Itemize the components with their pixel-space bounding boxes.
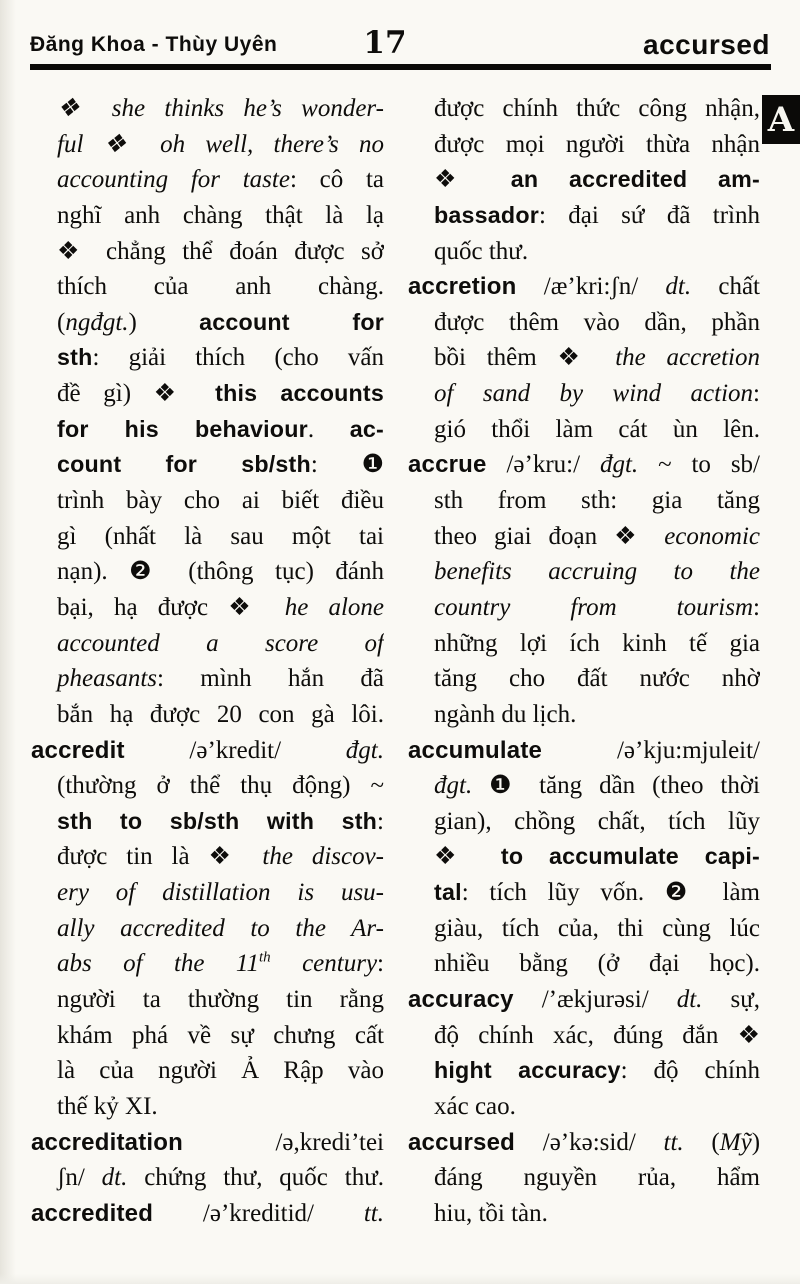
text-segment: : [753,593,760,621]
headword: accredit [31,736,125,764]
text-line [31,839,384,875]
text-line [408,804,760,840]
text-segment: : [377,950,384,978]
header-rule [30,64,771,70]
text-segment: đgt. [599,451,639,479]
text-segment: ❖ [434,843,501,871]
text-segment: ❖ [434,166,511,194]
text-segment: độ chính xác, đúng đắn ❖ [434,1021,760,1049]
text-line [408,376,760,412]
text-segment: ful ❖ oh well, there’s no [57,130,384,158]
text-segment: khám phá về sự chưng cất [57,1021,384,1049]
text-line [31,768,384,804]
text-line [408,875,760,911]
text-segment: gì (nhất là sau một tai [57,522,384,550]
text-segment: ~ to sb/ [638,451,760,479]
text-segment: xác cao. [434,1092,516,1120]
text-line [31,162,384,198]
text-line [408,1018,760,1054]
text-line [31,483,384,519]
text-line [408,982,760,1018]
text-line [31,982,384,1018]
text-segment: Mỹ [719,1128,752,1156]
text-line [408,412,760,448]
text-segment: tt. [363,1199,384,1227]
text-line [31,1089,384,1125]
text-segment: giàu, tích của, thi cùng lúc [434,914,760,942]
text-line [408,269,760,305]
text-line [408,733,760,769]
text-segment: ery of distillation is usu- [57,879,384,907]
text-segment: ( [683,1128,720,1156]
text-line [31,376,384,412]
text-line [408,1089,760,1125]
text-segment: ally accredited to the Ar- [57,914,384,942]
text-line [31,127,384,163]
text-segment: ngđgt. [65,308,129,336]
text-segment: /ə,kredi’tei [182,1128,384,1156]
text-segment: count for sb/sth [57,451,311,478]
text-segment: nạn). ❷ (thông tục) đánh [57,558,384,586]
text-segment: : [753,380,760,408]
text-segment: he alone [284,593,384,621]
text-segment: to accumulate capi- [500,843,760,870]
text-segment: /ə’kju:mjuleit/ [542,736,760,764]
text-segment: những lợi ích kinh tế gia [434,629,760,657]
text-segment: : [377,807,384,835]
column-right [408,91,760,1232]
text-segment: accounted a score of [57,629,384,657]
text-segment: chất [691,273,760,301]
text-line [31,554,384,590]
letter-tab: A [762,95,800,144]
text-segment: bắn hạ được 20 con gà lôi. [57,700,384,728]
text-line [408,839,760,875]
text-line [408,127,760,163]
text-segment: the discov- [262,843,384,871]
text-line [408,447,760,483]
text-segment: : giải thích (cho vấn [92,344,384,372]
text-segment: abs of the 11 [57,950,260,978]
text-segment: /’ækjurəsi/ [513,986,677,1014]
text-line [31,1053,384,1089]
text-segment: for his behaviour [57,415,308,442]
text-line [408,1053,760,1089]
text-segment: ʃn/ [57,1164,102,1192]
text-segment: accounting for taste [57,166,290,194]
text-segment: tal [434,879,462,906]
text-segment: ngành du lịch. [434,700,577,728]
text-segment: an accredited am- [510,166,760,193]
text-segment: this accounts [215,380,384,407]
headword: accuracy [408,986,514,1014]
text-line [408,483,760,519]
text-segment: : tích lũy vốn. ❷ làm [461,879,760,907]
text-segment: bassador [434,201,539,228]
text-line [408,198,760,234]
headword: accreditation [31,1128,183,1156]
text-line [31,447,384,483]
text-segment: dt. [101,1164,128,1192]
text-segment: dt. [676,986,703,1014]
text-segment: chứng thư, quốc thư. [127,1164,384,1192]
text-segment: được tin là ❖ [57,843,263,871]
text-line [31,340,384,376]
text-segment: hight accuracy [434,1057,621,1084]
guide-word: accursed [643,29,770,60]
headword: accretion [408,273,517,301]
text-segment: : độ chính [620,1057,760,1085]
text-segment: đáng nguyền rủa, hẩm [434,1164,760,1192]
text-segment: century [270,950,378,978]
text-segment: được chính thức công nhận, [434,95,760,122]
text-segment: người ta thường tin rằng [57,986,384,1014]
text-line [31,1125,384,1161]
text-line [408,1196,760,1232]
text-line [408,626,760,662]
text-line [31,911,384,947]
text-segment: sth [57,344,93,371]
text-line [31,946,384,982]
text-segment: đgt. [434,772,473,800]
text-line [31,697,384,733]
text-segment: (thường ở thể thụ động) ~ [57,772,384,800]
text-segment: nhiều bằng (ở đại học). [434,950,760,978]
authors-label: Đăng Khoa - Thùy Uyên [30,33,278,56]
text-segment: : ❶ [310,451,384,479]
text-segment: ac- [349,415,384,442]
text-line [408,768,760,804]
text-line [31,412,384,448]
text-line [31,590,384,626]
text-line [408,162,760,198]
text-line [408,1160,760,1196]
column-left [31,91,384,1232]
text-line [408,946,760,982]
text-segment: sự, [702,986,760,1014]
text-segment: nghĩ anh chàng thật là lạ [57,201,384,229]
text-line [31,91,384,127]
text-segment: bại, hạ được ❖ [57,593,285,621]
text-segment: thế kỷ XI. [57,1092,158,1120]
text-segment: được thêm vào dần, phần [434,308,760,336]
text-line [31,626,384,662]
text-line [31,519,384,555]
text-line [31,804,384,840]
text-segment: ❖ she thinks he’s wonder- [57,95,384,122]
text-segment: đề gì) ❖ [57,380,216,408]
text-segment: sth to sb/sth with sth [57,807,378,834]
headword: accursed [408,1128,515,1156]
text-line [31,1196,384,1232]
text-line [31,198,384,234]
text-segment: bồi thêm ❖ [434,344,616,372]
text-segment: /ə’kreditid/ [153,1199,364,1227]
headword: accredited [31,1199,154,1227]
text-line [408,661,760,697]
text-segment: là của người Ả Rập vào [57,1057,384,1085]
text-segment: of sand by wind action [434,380,754,408]
text-segment: theo giai đoạn ❖ [434,522,665,550]
text-line [31,661,384,697]
text-segment: : mình hắn đã [157,665,384,693]
text-line [31,234,384,270]
text-segment: account for [199,308,384,335]
text-segment: /ə’kə:sid/ [515,1128,664,1156]
page-number: 17 [363,25,407,61]
text-segment: ) [751,1128,760,1156]
text-line [408,1125,760,1161]
headword: accrue [408,451,487,479]
text-segment: economic [664,522,760,550]
text-segment: : cô ta [289,166,384,194]
text-segment: /æ’kri:ʃn/ [516,273,666,301]
text-line [31,733,384,769]
text-line [31,875,384,911]
text-line [31,305,384,341]
text-segment: country from tourism [434,593,754,621]
text-segment: ) [128,308,200,336]
text-segment: : đại sứ đã trình [538,201,760,229]
text-segment: /ə’kredit/ [124,736,346,764]
text-segment: ❶ tăng dần (theo thời [472,772,760,800]
text-line [408,911,760,947]
text-segment: trình bày cho ai biết điều [57,487,384,515]
text-line [408,234,760,270]
text-segment: th [259,950,271,967]
text-segment: tt. [663,1128,684,1156]
scan-edge-shadow-bottom [0,1274,800,1284]
text-line [31,269,384,305]
scan-edge-shadow [0,0,16,1284]
text-line [408,697,760,733]
text-segment: benefits accruing to the [434,558,760,586]
text-segment: gió thổi làm cát ùn lên. [434,415,760,443]
text-segment: gian), chồng chất, tích lũy [434,807,760,835]
text-segment: đgt. [345,736,384,764]
text-line [408,519,760,555]
text-segment: /ə’kru:/ [486,451,600,479]
text-line [31,1160,384,1196]
text-segment: . [307,415,350,443]
text-segment: pheasants [57,665,157,693]
text-segment: được mọi người thừa nhận [434,130,760,158]
text-line [408,554,760,590]
text-line [408,340,760,376]
text-segment: the accretion [615,344,760,372]
text-segment: tăng cho đất nước nhờ [434,665,760,693]
text-segment: thích của anh chàng. [57,273,384,301]
text-line [408,91,760,127]
text-segment: sth from sth: gia tăng [434,487,760,515]
text-segment: hiu, tồi tàn. [434,1199,548,1227]
text-line [31,1018,384,1054]
text-segment: dt. [665,273,692,301]
text-segment: ❖ chẳng thể đoán được sở [57,237,384,265]
text-segment: ( [57,308,66,336]
headword: accumulate [408,736,543,764]
text-line [408,590,760,626]
text-segment: quốc thư. [434,237,529,265]
text-line [408,305,760,341]
